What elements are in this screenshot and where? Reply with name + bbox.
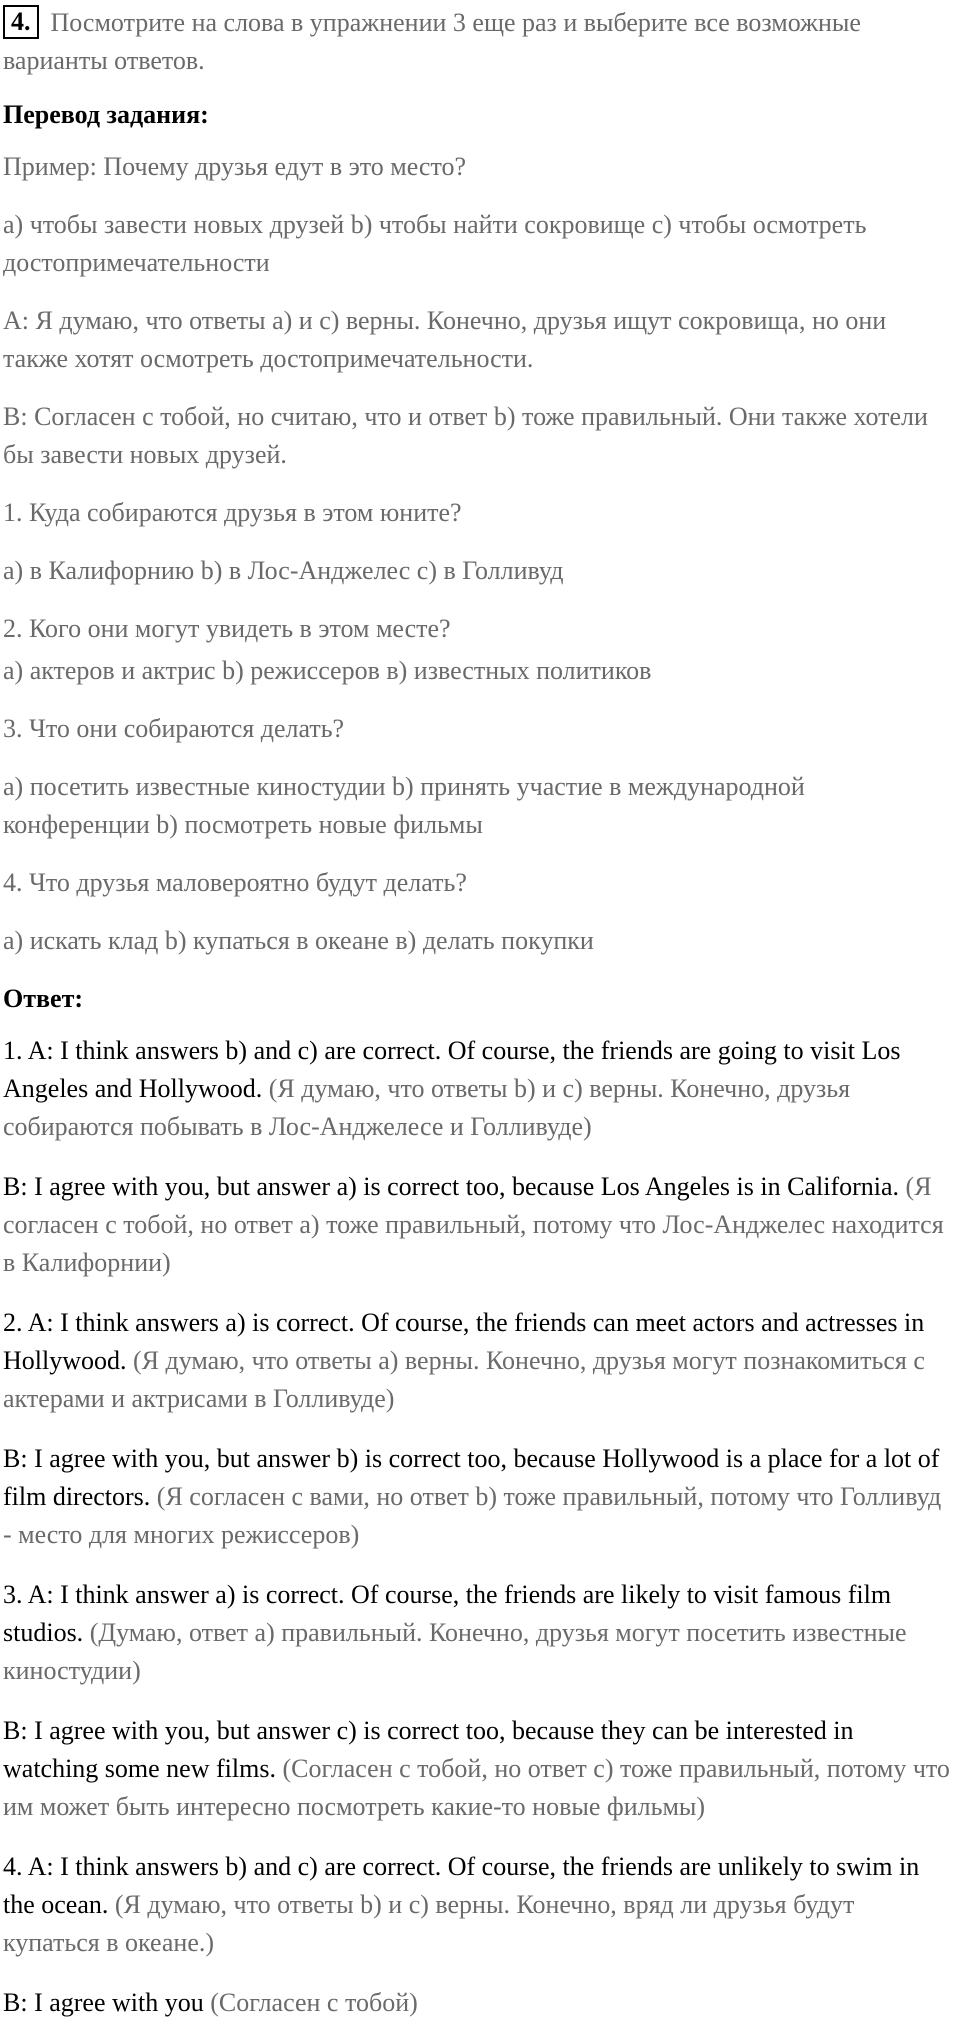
- translation-example-question: Пример: Почему друзья едут в это место?: [3, 152, 467, 181]
- answer-paragraph: [3, 1576, 952, 1690]
- answer-russian-translation: (Я согласен с тобой, но ответ а) тоже правильный, потому что Лос-Анджелес находится в Калифорнии): [3, 1172, 944, 1277]
- answer-english-text: B: I agree with you, but answer c) is correct too, because they can be interested in watching some new films.: [3, 1716, 854, 1783]
- answer-english-text: 2. A: I think answers a) is correct. Of course, the friends can meet actors and actresses in Hollywood.: [3, 1308, 925, 1375]
- answer-english-text: B: I agree with you: [3, 1988, 204, 2017]
- translation-options-1: а) в Калифорнию b) в Лос-Анджелес с) в Голливуд: [3, 556, 564, 585]
- translation-options-3: а) посетить известные киностудии b) принять участие в международной конференции b) посмотреть новые фильмы: [3, 772, 805, 839]
- answer-russian-translation: (Согласен с тобой): [203, 1988, 418, 2017]
- answer-paragraph: [3, 1984, 952, 2022]
- answer-russian-translation: (Думаю, ответ а) правильный. Конечно, друзья могут посетить известные киностудии): [3, 1618, 907, 1685]
- answer-paragraph: [3, 1168, 952, 1282]
- answer-english-text: B: I agree with you, but answer b) is correct too, because Hollywood is a place for a lot of film directors.: [3, 1444, 940, 1511]
- answer-paragraph: [3, 1712, 952, 1826]
- translation-question-1: 1. Куда собираются друзья в этом юните?: [3, 498, 462, 527]
- answer-russian-translation: (Я согласен с вами, но ответ b) тоже правильный, потому что Голливуд - место для многих режиссеров): [3, 1482, 942, 1549]
- translation-section: [3, 148, 952, 960]
- answer-paragraph: [3, 1304, 952, 1418]
- answer-paragraph: [3, 1440, 952, 1554]
- answer-russian-translation: (Я думаю, что ответы b) и с) верны. Конечно, вряд ли друзья будут купаться в океане.): [3, 1890, 855, 1957]
- answer-heading: Ответ:: [3, 984, 84, 1013]
- answer-paragraph: [3, 1032, 952, 1146]
- answer-paragraph: [3, 1848, 952, 1962]
- translation-example-options: а) чтобы завести новых друзей b) чтобы найти сокровище c) чтобы осмотреть достопримечательности: [3, 210, 867, 277]
- translation-question-3: 3. Что они собираются делать?: [3, 714, 345, 743]
- answer-english-text: 1. A: I think answers b) and c) are correct. Of course, the friends are going to visit Los Angeles and Hollywood.: [3, 1036, 901, 1103]
- answer-english-text: 4. A: I think answers b) and c) are correct. Of course, the friends are unlikely to swim in the ocean.: [3, 1852, 920, 1919]
- answer-russian-translation: (Я думаю, что ответы b) и с) верны. Конечно, друзья собираются побывать в Лос-Анджелесе и Голливуде): [3, 1074, 851, 1141]
- answer-section: [3, 1032, 952, 2022]
- answer-english-text: B: I agree with you, but answer a) is correct too, because Los Angeles is in California.: [3, 1172, 900, 1201]
- task-number: 4.: [3, 5, 39, 39]
- translation-options-2: а) актеров и актрис b) режиссеров в) известных политиков: [3, 656, 652, 685]
- translation-question-2: 2. Кого они могут увидеть в этом месте?: [3, 614, 451, 643]
- answer-english-text: 3. A: I think answer a) is correct. Of course, the friends are likely to visit famous film studios.: [3, 1580, 892, 1647]
- answer-russian-translation: (Я думаю, что ответы а) верны. Конечно, друзья могут познакомиться с актерами и актрисами в Голливуде): [3, 1346, 925, 1413]
- task-statement: [3, 4, 952, 80]
- task-text: Посмотрите на слова в упражнении 3 еще раз и выберите все возможные варианты ответов.: [3, 8, 861, 75]
- translation-options-4: а) искать клад b) купаться в океане в) делать покупки: [3, 926, 594, 955]
- answer-russian-translation: (Согласен с тобой, но ответ с) тоже правильный, потому что им может быть интересно посмотреть какие-то новые фильмы): [3, 1754, 950, 1821]
- translation-heading: Перевод задания:: [3, 100, 209, 129]
- translation-example-answer-b: В: Согласен с тобой, но считаю, что и ответ b) тоже правильный. Они также хотели бы завести новых друзей.: [3, 402, 928, 469]
- translation-example-answer-a: А: Я думаю, что ответы а) и с) верны. Конечно, друзья ищут сокровища, но они также хотят осмотреть достопримечательности.: [3, 306, 887, 373]
- translation-question-4: 4. Что друзья маловероятно будут делать?: [3, 868, 467, 897]
